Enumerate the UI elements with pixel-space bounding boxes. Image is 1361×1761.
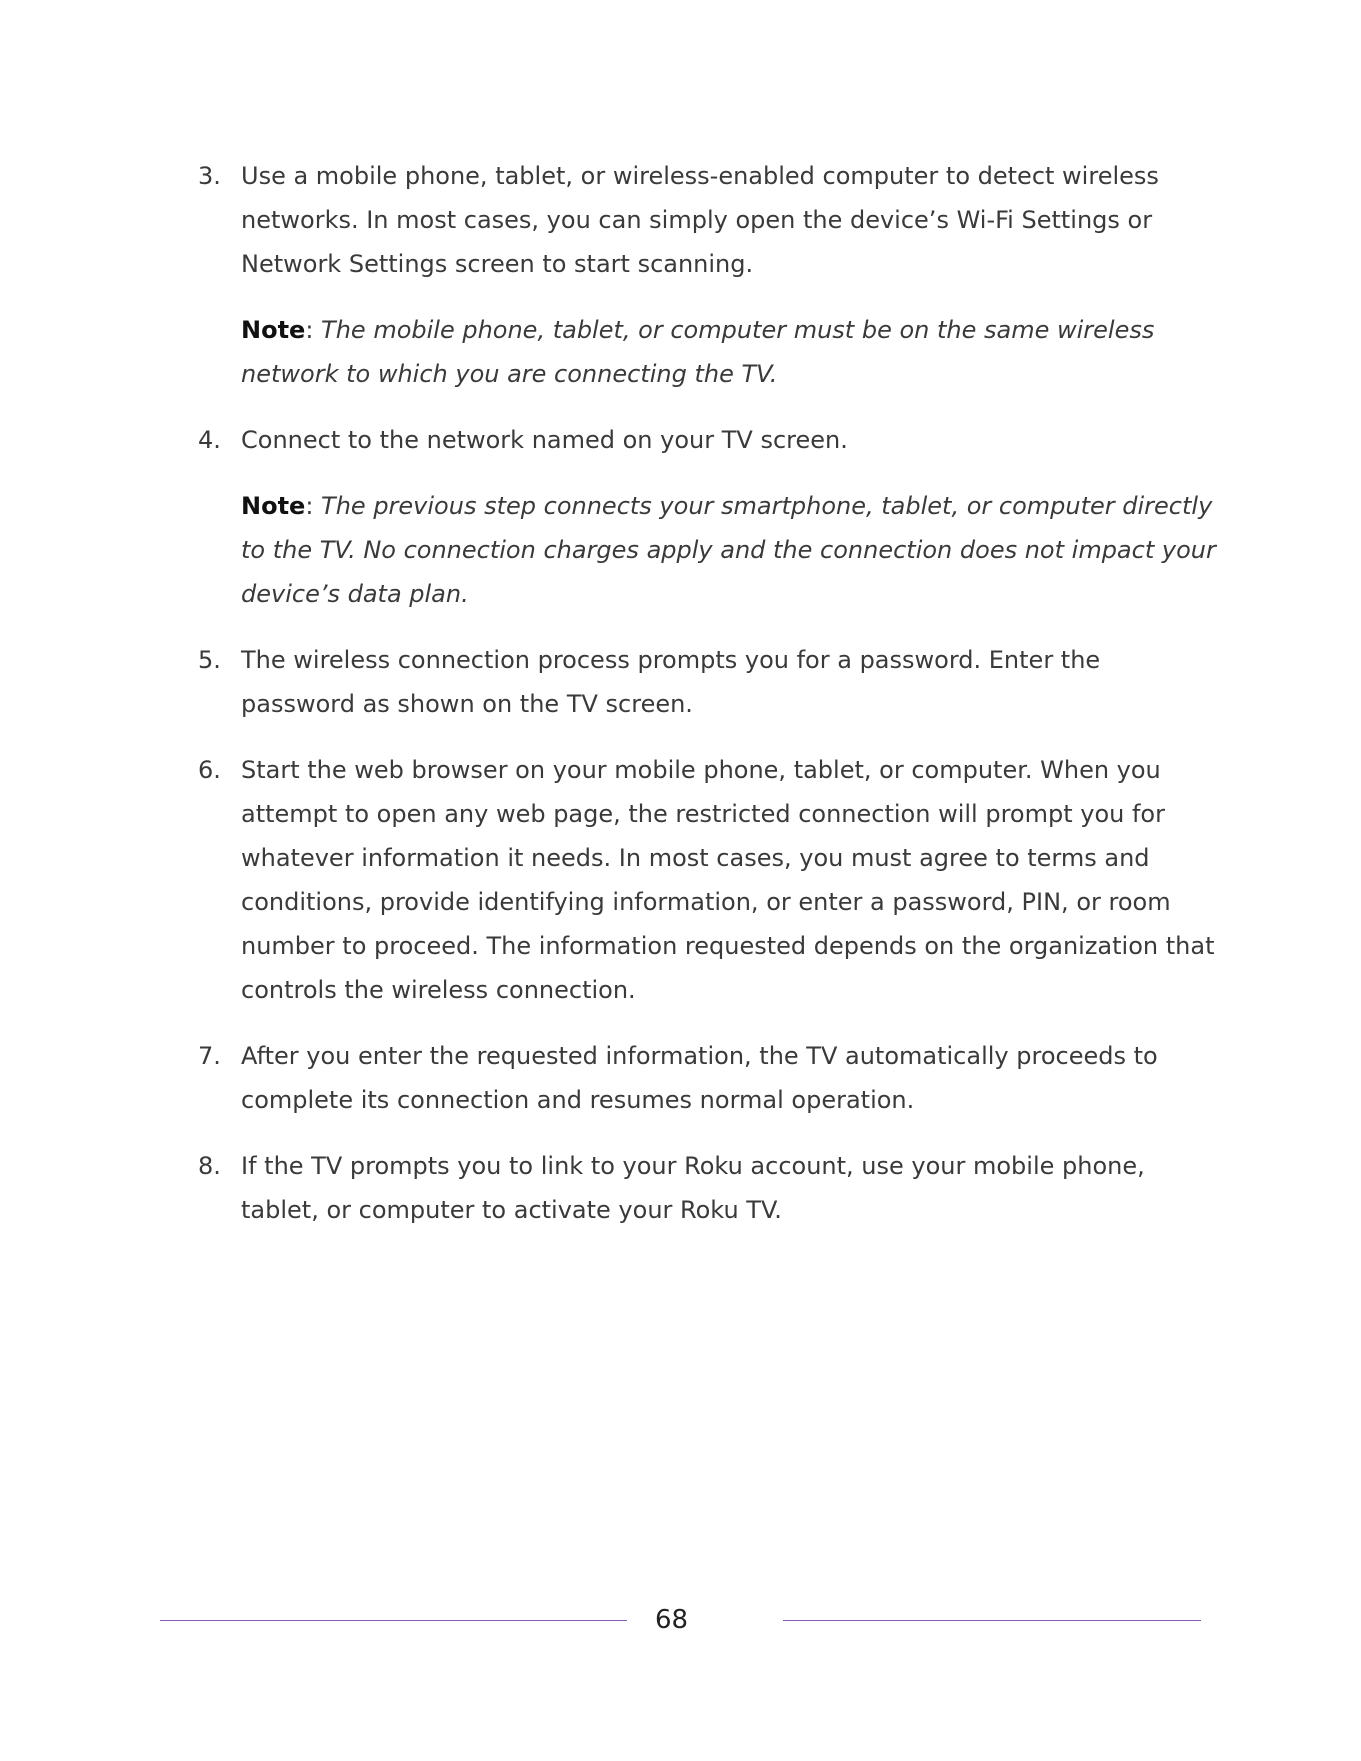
step-8 bbox=[0, 1144, 1221, 1232]
note-label: Note bbox=[241, 316, 306, 344]
step-number: 5. bbox=[198, 646, 221, 674]
step-4 bbox=[0, 418, 1221, 462]
step-text: Start the web browser on your mobile phone, tablet, or computer. When you attempt to open any web page, the restricted connection will prompt you for whatever information it needs. In most cases, you must agree to terms and conditions, provide identifying information, or enter a password, PIN, or room number to proceed. The information requested depends on the organization that controls the wireless connection. bbox=[241, 756, 1215, 1004]
step-7 bbox=[0, 1034, 1221, 1122]
step-number: 4. bbox=[198, 426, 221, 454]
note-text: The mobile phone, tablet, or computer must be on the same wireless network to which you are connecting the TV. bbox=[241, 316, 1155, 388]
page-number: 68 bbox=[655, 1605, 689, 1635]
note-1 bbox=[0, 308, 1231, 396]
note-label: Note bbox=[241, 492, 306, 520]
step-3 bbox=[0, 154, 1221, 286]
step-text: The wireless connection process prompts you for a password. Enter the password as shown on the TV screen. bbox=[241, 646, 1101, 718]
step-number: 7. bbox=[198, 1042, 221, 1070]
footer-rule-right bbox=[783, 1620, 1201, 1621]
step-text: If the TV prompts you to link to your Roku account, use your mobile phone, tablet, or computer to activate your Roku TV. bbox=[241, 1152, 1145, 1224]
note-2 bbox=[0, 484, 1231, 616]
step-number: 3. bbox=[198, 162, 221, 190]
note-colon: : bbox=[305, 492, 322, 520]
note-text: The previous step connects your smartphone, tablet, or computer directly to the TV. No connection charges apply and the connection does not impact your device’s data plan. bbox=[241, 492, 1216, 608]
step-number: 6. bbox=[198, 756, 221, 784]
footer-rule-left bbox=[160, 1620, 627, 1621]
step-5 bbox=[0, 638, 1221, 726]
step-number: 8. bbox=[198, 1152, 221, 1180]
instruction-list bbox=[0, 154, 1361, 1254]
step-6 bbox=[0, 748, 1221, 1012]
step-text: Use a mobile phone, tablet, or wireless-enabled computer to detect wireless networks. In most cases, you can simply open the device’s Wi-Fi Settings or Network Settings screen to start scanning. bbox=[241, 162, 1159, 278]
step-text: After you enter the requested information, the TV automatically proceeds to complete its connection and resumes normal operation. bbox=[241, 1042, 1158, 1114]
note-colon: : bbox=[305, 316, 322, 344]
step-text: Connect to the network named on your TV screen. bbox=[241, 426, 848, 454]
page-footer bbox=[0, 1600, 1361, 1640]
